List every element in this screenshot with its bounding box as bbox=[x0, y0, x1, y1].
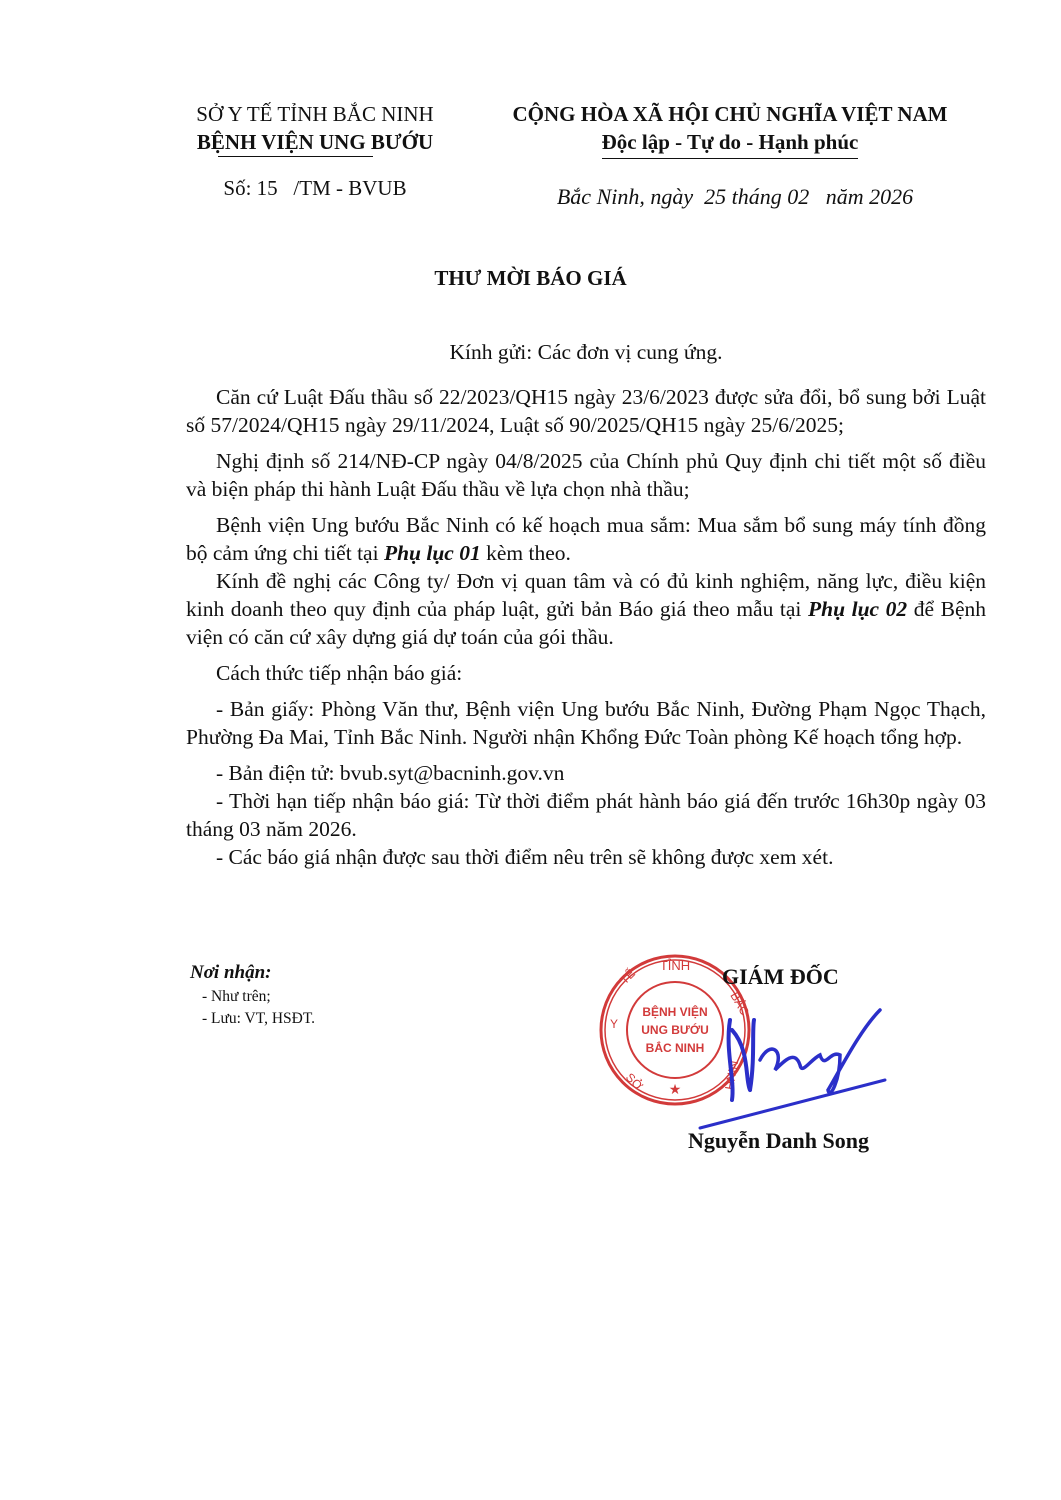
svg-text:Y: Y bbox=[610, 1017, 619, 1031]
svg-text:TỈNH: TỈNH bbox=[659, 958, 691, 973]
department-name: SỞ Y TẾ TỈNH BẮC NINH bbox=[196, 102, 434, 126]
document-date: Bắc Ninh, ngày 25 tháng 02 năm 2026 bbox=[556, 184, 914, 209]
appendix-01-ref: Phụ lục 01 bbox=[383, 541, 481, 565]
appendix-02-ref: Phụ lục 02 bbox=[807, 597, 908, 621]
paragraph-legal-basis-law: Căn cứ Luật Đấu thầu số 22/2023/QH15 ngày 23/6/2023 được sửa đổi, bổ sung bởi Luật số 57/2024/QH15 ngày 29/11/2024, Luật số 90/2025/QH15 ngày 25/6/2025; bbox=[186, 385, 986, 437]
svg-text:BỆNH VIỆN: BỆNH VIỆN bbox=[642, 1005, 708, 1019]
svg-text:SỞ: SỞ bbox=[622, 1070, 646, 1094]
paragraph-request: Kính đề nghị các Công ty/ Đơn vị quan tâm và có đủ kinh nghiệm, năng lực, điều kiện kinh doanh theo quy định của pháp luật, gửi bản Báo giá theo mẫu tại Phụ lục 02 để Bệnh viện có căn cứ xây dựng giá dự toán của gói thầu. bbox=[186, 569, 986, 649]
national-header-block bbox=[480, 100, 980, 159]
document-number: Số: 15 /TM - BVUB bbox=[223, 176, 407, 200]
paragraph-submission-methods: Cách thức tiếp nhận báo giá: bbox=[216, 661, 463, 685]
recipient-item: - Như trên; bbox=[202, 988, 271, 1005]
issuing-agency-block bbox=[160, 100, 470, 202]
svg-text:TẾ: TẾ bbox=[617, 966, 638, 988]
paragraph-paper-submission: - Bản giấy: Phòng Văn thư, Bệnh viện Ung bướu Bắc Ninh, Đường Phạm Ngọc Thạch, Phường Đa Mai, Tỉnh Bắc Ninh. Người nhận Khổng Đức Toàn phòng Kế hoạch tổng hợp. bbox=[186, 697, 986, 749]
paragraph-late-submission: - Các báo giá nhận được sau thời điểm nêu trên sẽ không được xem xét. bbox=[216, 845, 834, 869]
country-name: CỘNG HÒA XÃ HỘI CHỦ NGHĨA VIỆT NAM bbox=[512, 102, 948, 126]
paragraph-procurement-plan: Bệnh viện Ung bướu Bắc Ninh có kế hoạch mua sắm: Mua sắm bổ sung máy tính đồng bộ cảm ứng chi tiết tại Phụ lục 01 kèm theo. bbox=[186, 513, 986, 565]
signer-name: Nguyễn Danh Song bbox=[688, 1128, 869, 1153]
svg-text:NINH: NINH bbox=[721, 1059, 741, 1091]
svg-text:★: ★ bbox=[668, 1083, 682, 1098]
body-text bbox=[186, 383, 986, 871]
recipients-label: Nơi nhận: bbox=[190, 962, 272, 983]
paragraph-electronic-submission: - Bản điện tử: bvub.syt@bacninh.gov.vn bbox=[216, 761, 565, 785]
document-title: THƯ MỜI BÁO GIÁ bbox=[434, 266, 627, 290]
recipients-block bbox=[190, 962, 315, 1030]
organization-name: BỆNH VIỆN UNG BƯỚU bbox=[196, 130, 434, 154]
handwritten-signature-icon bbox=[690, 990, 890, 1130]
svg-text:BẮC: BẮC bbox=[727, 989, 752, 1018]
svg-text:BẮC NINH: BẮC NINH bbox=[645, 1041, 705, 1055]
organization-underline bbox=[218, 156, 373, 157]
paragraph-legal-basis-decree: Nghị định số 214/NĐ-CP ngày 04/8/2025 của Chính phủ Quy định chi tiết một số điều và biện pháp thi hành Luật Đấu thầu về lựa chọn nhà thầu; bbox=[186, 449, 986, 501]
national-motto: Độc lập - Tự do - Hạnh phúc bbox=[602, 128, 859, 159]
signer-title: GIÁM ĐỐC bbox=[722, 964, 839, 989]
recipient-item: - Lưu: VT, HSĐT. bbox=[202, 1010, 316, 1027]
paragraph-deadline: - Thời hạn tiếp nhận báo giá: Từ thời điểm phát hành báo giá đến trước 16h30p ngày 03 tháng 03 năm 2026. bbox=[186, 789, 986, 841]
salutation: Kính gửi: Các đơn vị cung ứng. bbox=[449, 340, 723, 364]
svg-text:UNG BƯỚU: UNG BƯỚU bbox=[641, 1023, 709, 1037]
